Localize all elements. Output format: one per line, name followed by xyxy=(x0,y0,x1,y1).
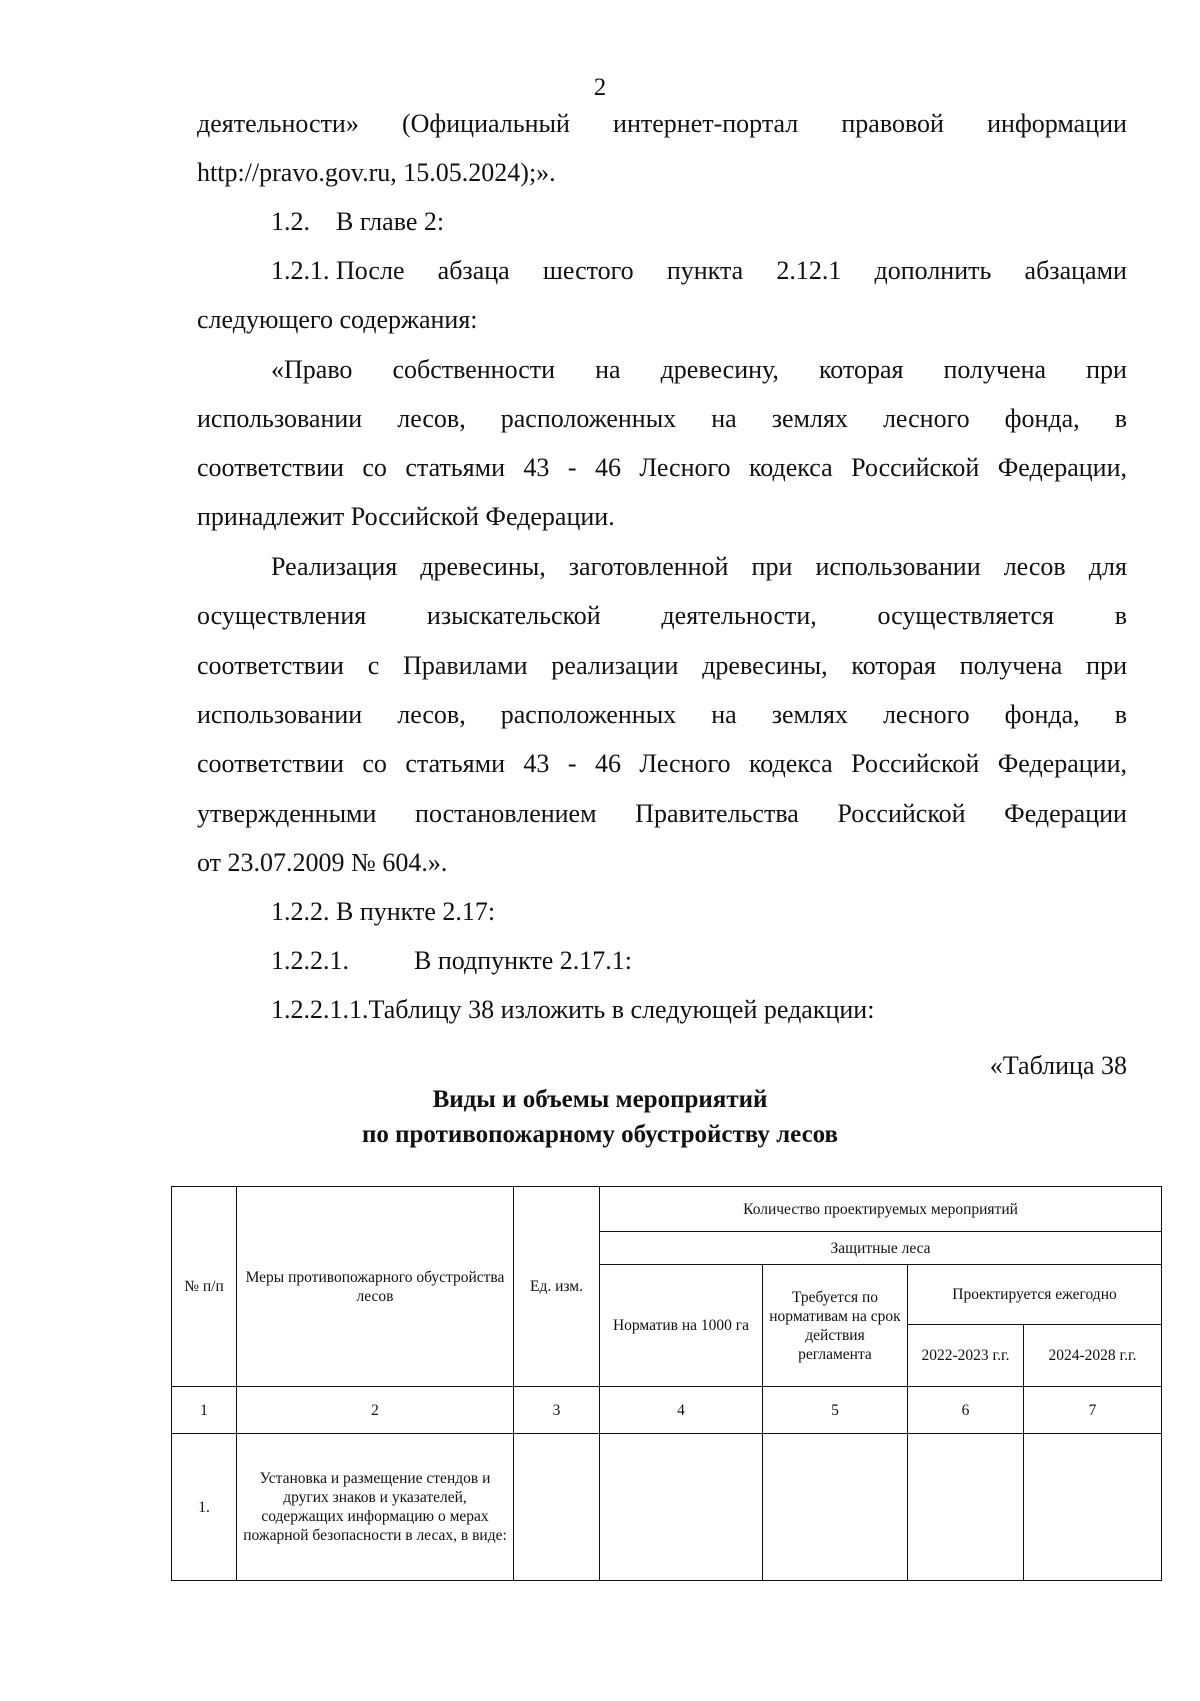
word: Лесного xyxy=(639,749,731,778)
word: лесного xyxy=(882,404,970,433)
column-number: 6 xyxy=(908,1387,1024,1434)
word: в xyxy=(1114,601,1127,630)
word: реализации xyxy=(551,651,679,680)
word: землях xyxy=(771,404,848,433)
word: Российской xyxy=(851,453,980,482)
word: Федерации, xyxy=(997,453,1127,482)
word: со xyxy=(362,749,387,778)
header-annual: Проектируется ежегодно xyxy=(908,1265,1162,1325)
text-line: 1.2.2.1.1.Таблицу 38 изложить в следующей редакции: xyxy=(271,995,875,1024)
word: Правилами xyxy=(403,651,528,680)
word: Правительства xyxy=(635,799,799,828)
word: на xyxy=(711,404,737,433)
word: Федерации xyxy=(1004,799,1127,828)
header-period-1: 2022-2023 г.г. xyxy=(908,1325,1024,1387)
header-measures: Меры противопожарного обустройства лесов xyxy=(237,1187,514,1387)
word: 46 xyxy=(594,749,621,778)
word: «Право xyxy=(271,355,353,384)
word: абзацами xyxy=(1024,256,1127,285)
word: 1.2.1. После xyxy=(271,256,405,285)
word: - xyxy=(567,453,577,482)
word: заготовленной xyxy=(568,552,729,581)
header-period-2: 2024-2028 г.г. xyxy=(1024,1325,1162,1387)
text-line: принадлежит Российской Федерации. xyxy=(197,502,615,531)
word: статьями xyxy=(405,453,505,482)
word: кодекса xyxy=(748,453,833,482)
table-38 xyxy=(171,1186,1162,1581)
word: 43 xyxy=(523,453,550,482)
text-line xyxy=(197,749,1127,779)
word: правовой xyxy=(841,109,944,138)
text-line: следующего содержания: xyxy=(197,305,478,334)
word: пункта xyxy=(666,256,744,285)
header-unit: Ед. изм. xyxy=(514,1187,600,1387)
word: в xyxy=(1114,404,1127,433)
word: лесов, xyxy=(397,700,466,729)
text-line xyxy=(271,355,1127,385)
row-period-1 xyxy=(908,1434,1024,1581)
word: на xyxy=(595,355,621,384)
text-line xyxy=(197,601,1127,631)
word: в xyxy=(1114,700,1127,729)
word: древесины, xyxy=(420,552,546,581)
text-line: 1.2.2. В пункте 2.17: xyxy=(271,897,496,926)
text-line xyxy=(197,799,1127,829)
word: с xyxy=(367,651,380,680)
word: использовании xyxy=(197,404,363,433)
word: использовании xyxy=(197,700,363,729)
row-measure: Установка и размещение стендов и других знаков и указателей, содержащих информацию о мерах пожарной безопасности в лесах, в виде: xyxy=(237,1434,514,1581)
word: 2.12.1 xyxy=(776,256,842,285)
word: расположенных xyxy=(500,404,677,433)
word: деятельности, xyxy=(661,601,817,630)
word: собственности xyxy=(392,355,556,384)
row-required xyxy=(763,1434,908,1581)
word: получена xyxy=(959,651,1063,680)
word: соответствии xyxy=(197,453,344,482)
word: - xyxy=(567,749,577,778)
word: постановлением xyxy=(415,799,597,828)
word: при xyxy=(1086,355,1127,384)
word: деятельности» xyxy=(197,109,359,138)
word: древесину, xyxy=(660,355,779,384)
text-line: 1.2.2.1. В подпункте 2.17.1: xyxy=(271,946,632,975)
table-row xyxy=(172,1434,1162,1581)
word: при xyxy=(751,552,793,581)
header-required: Требуется по нормативам на срок действия регламента xyxy=(763,1265,908,1387)
word: Российской xyxy=(851,749,980,778)
header-num: № п/п xyxy=(172,1187,237,1387)
word: получена xyxy=(943,355,1047,384)
column-number: 7 xyxy=(1024,1387,1162,1434)
table-caption: «Таблица 38 xyxy=(989,1051,1127,1080)
word: которая xyxy=(851,651,936,680)
word: землях xyxy=(771,700,848,729)
word: Реализация xyxy=(271,552,398,581)
word: на xyxy=(711,700,737,729)
page-number: 2 xyxy=(593,74,607,101)
word: осуществления xyxy=(197,601,367,630)
word: соответствии xyxy=(197,651,344,680)
text-line: 1.2. В главе 2: xyxy=(271,207,445,236)
word: Федерации, xyxy=(997,749,1127,778)
word: лесов, xyxy=(397,404,466,433)
row-unit xyxy=(514,1434,600,1581)
word: фонда, xyxy=(1004,404,1080,433)
word: утвержденными xyxy=(197,799,377,828)
word: для xyxy=(1088,552,1127,581)
word: 46 xyxy=(594,453,621,482)
word: Российской xyxy=(837,799,966,828)
word: информации xyxy=(987,109,1127,138)
header-quantity: Количество проектируемых мероприятий xyxy=(600,1187,1162,1232)
word: расположенных xyxy=(500,700,677,729)
header-protective-forests: Защитные леса xyxy=(600,1232,1162,1265)
column-number: 2 xyxy=(237,1387,514,1434)
column-number: 5 xyxy=(763,1387,908,1434)
word: шестого xyxy=(542,256,634,285)
word: со xyxy=(362,453,387,482)
row-num: 1. xyxy=(172,1434,237,1581)
text-line: http://pravo.gov.ru, 15.05.2024);». xyxy=(197,158,556,187)
table-title-line-1: Виды и объемы мероприятий xyxy=(432,1086,768,1113)
word: изыскательской xyxy=(426,601,601,630)
text-line xyxy=(197,700,1127,730)
text-line xyxy=(271,256,1127,286)
word: лесного xyxy=(882,700,970,729)
text-line xyxy=(197,109,1127,139)
word: древесины, xyxy=(702,651,828,680)
word: дополнить xyxy=(874,256,992,285)
word: фонда, xyxy=(1004,700,1080,729)
word: абзаца xyxy=(437,256,510,285)
row-period-2 xyxy=(1024,1434,1162,1581)
word: кодекса xyxy=(748,749,833,778)
word: интернет-портал xyxy=(613,109,799,138)
column-number: 4 xyxy=(600,1387,763,1434)
header-norm: Норматив на 1000 га xyxy=(600,1265,763,1387)
word: 43 xyxy=(523,749,550,778)
word: соответствии xyxy=(197,749,344,778)
text-line xyxy=(271,552,1127,582)
word: Лесного xyxy=(639,453,731,482)
word: которая xyxy=(818,355,904,384)
word: лесов xyxy=(1003,552,1066,581)
column-number: 3 xyxy=(514,1387,600,1434)
word: статьями xyxy=(405,749,505,778)
word: при xyxy=(1086,651,1127,680)
text-line xyxy=(197,453,1127,483)
text-line: от 23.07.2009 № 604.». xyxy=(197,848,448,877)
text-line xyxy=(197,651,1127,681)
word: (Официальный xyxy=(401,109,570,138)
word: осуществляется xyxy=(877,601,1055,630)
row-norm xyxy=(600,1434,763,1581)
table-title-line-2: по противопожарному обустройству лесов xyxy=(361,1121,839,1148)
word: использовании xyxy=(815,552,981,581)
column-number-row xyxy=(172,1387,1162,1434)
column-number: 1 xyxy=(172,1387,237,1434)
text-line xyxy=(197,404,1127,434)
